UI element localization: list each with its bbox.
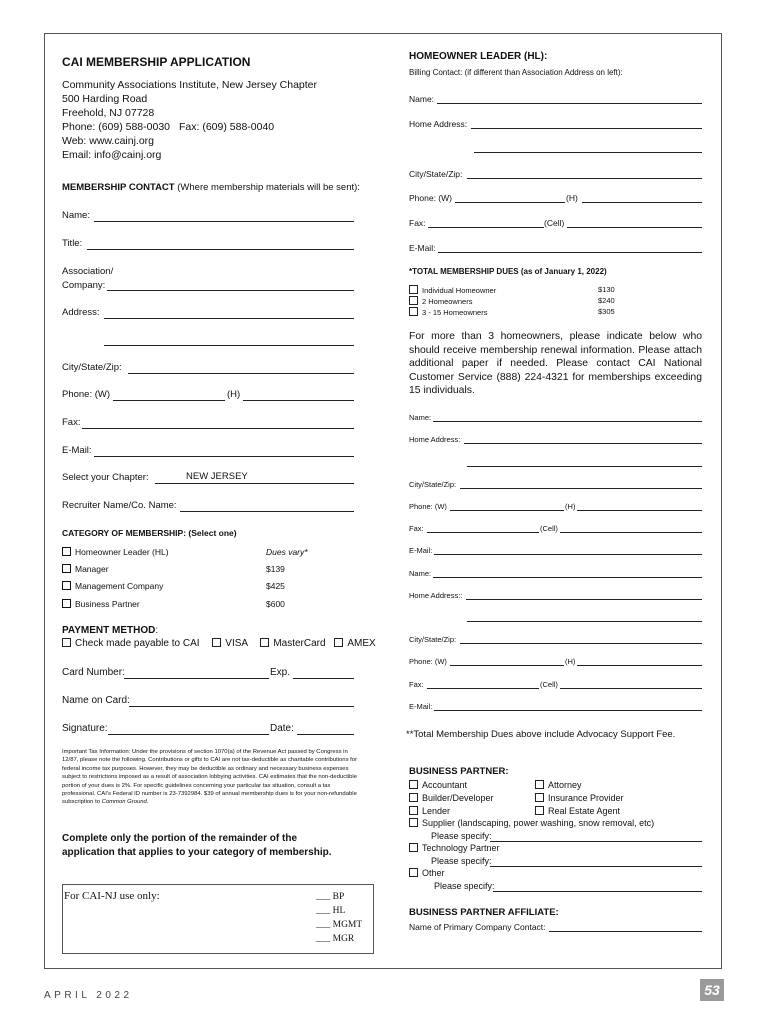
- list2-cell-label: (Cell): [540, 680, 558, 689]
- contact-title-label: Title:: [62, 238, 83, 249]
- org-email: Email: info@cainj.org: [62, 149, 162, 161]
- dues-option-individual[interactable]: Individual Homeowner: [409, 285, 496, 295]
- dues-heading: *TOTAL MEMBERSHIP DUES (as of January 1, 2022): [409, 267, 607, 276]
- more-than-3-note: For more than 3 homeowners, please indicate below who should receive membership renewal information. Please attach additional paper if needed. Please contact CAI National Customer Service (888) 224-4321 for memberships exceeding 15 individuals.: [409, 331, 702, 396]
- tax-information: Important Tax Information: Under the provisions of section 1070(a) of the Revenue Act passed by Congress in 12/87, please note the following. Contributions or gifts to CAI are not tax-deductible as charitable contributions for federal income tax purposes. However, they may be deductible as ordinary and necessary business expenses subject to restrictions imposed as a result of association lobbying activities. CAI estimates that the non-deductible portion of your dues is 2%. For specific guidelines concerning your particular tax situation, consult a tax professional. CAI's Federal ID number is 23-7392984. $39 of annual membership dues is for your non-refundable subscription to Common Ground.: [62, 749, 358, 806]
- list-home-address-label: Home Address:: [409, 435, 461, 444]
- bpa-contact-field[interactable]: [549, 931, 702, 932]
- contact-heading: MEMBERSHIP CONTACT: [62, 182, 175, 193]
- hl-cell-label: (Cell): [544, 218, 565, 228]
- category-price-mgmt-company: $425: [266, 581, 285, 591]
- bp-supplier[interactable]: Supplier (landscaping, power washing, snow removal, etc): [409, 818, 654, 828]
- checkbox[interactable]: [212, 638, 221, 647]
- checkbox[interactable]: [535, 806, 544, 815]
- list2-cell-field[interactable]: [560, 688, 702, 689]
- hl-phone-w-label: Phone: (W): [409, 193, 452, 203]
- org-fax: Fax: (609) 588-0040: [179, 121, 275, 133]
- hl-city-field[interactable]: [467, 178, 702, 179]
- contact-name-label: Name:: [62, 210, 90, 221]
- bp-other[interactable]: Other: [409, 868, 445, 878]
- bp-supplier-specify-label: Please specify:: [431, 831, 492, 841]
- contact-company-field[interactable]: [107, 290, 354, 291]
- bp-accountant[interactable]: Accountant: [409, 780, 467, 790]
- dues-option-2-homeowners[interactable]: 2 Homeowners: [409, 296, 472, 306]
- org-name: Community Associations Institute, New Jersey Chapter: [62, 79, 318, 91]
- category-heading: CATEGORY OF MEMBERSHIP: (Select one): [62, 528, 237, 538]
- category-price-hl: Dues vary*: [266, 547, 308, 557]
- payment-mastercard-option[interactable]: MasterCard: [260, 638, 325, 649]
- cai-code-bp[interactable]: ___ BP: [316, 892, 345, 902]
- bp-attorney[interactable]: Attorney: [535, 780, 582, 790]
- page-title: CAI MEMBERSHIP APPLICATION: [62, 55, 251, 69]
- hl-name-label: Name:: [409, 94, 435, 104]
- page-number: 53: [700, 979, 724, 1001]
- exp-label: Exp.: [270, 667, 291, 678]
- hl-cell-field[interactable]: [567, 227, 702, 228]
- bp-other-specify-label: Please specify:: [434, 881, 495, 891]
- checkbox[interactable]: [409, 296, 418, 305]
- contact-phone-w-field[interactable]: [113, 400, 225, 401]
- contact-note: (Where membership materials will be sent):: [177, 182, 360, 193]
- list-phone-w-field[interactable]: [450, 510, 564, 511]
- complete-note: Complete only the portion of the remainder of the application that applies to your category of membership.: [62, 833, 332, 858]
- hl-billing-note: Billing Contact: (if different than Association Address on left):: [409, 68, 623, 77]
- org-street: 500 Harding Road: [62, 93, 148, 105]
- contact-phone-w-label: Phone: (W): [62, 389, 111, 400]
- list2-email-field[interactable]: [434, 710, 702, 711]
- hl-home-address-field-2[interactable]: [474, 152, 702, 153]
- bp-insurance[interactable]: Insurance Provider: [535, 793, 624, 803]
- exp-field[interactable]: [293, 678, 354, 679]
- contact-city-field[interactable]: [128, 373, 354, 374]
- signature-label: Signature:: [62, 723, 108, 734]
- category-option-hl[interactable]: Homeowner Leader (HL): [62, 547, 169, 557]
- list-fax-field[interactable]: [427, 532, 539, 533]
- bp-technology-specify-label: Please specify:: [431, 856, 492, 866]
- payment-heading-row: PAYMENT METHOD:: [62, 625, 159, 636]
- name-on-card-label: Name on Card:: [62, 695, 130, 706]
- list2-name-label: Name:: [409, 569, 432, 578]
- date-label: Date:: [270, 723, 294, 734]
- org-city: Freehold, NJ 07728: [62, 107, 155, 119]
- payment-check-option[interactable]: Check made payable to CAI: [62, 638, 200, 649]
- footer-date: APRIL 2022: [44, 990, 133, 1001]
- list-name-field[interactable]: [433, 421, 702, 422]
- contact-fax-field[interactable]: [82, 428, 354, 429]
- hl-city-label: City/State/Zip:: [409, 169, 463, 179]
- dues-price-individual: $130: [598, 285, 615, 294]
- category-option-manager[interactable]: Manager: [62, 564, 109, 574]
- payment-visa-option[interactable]: VISA: [212, 638, 247, 649]
- hl-phone-h-field[interactable]: [582, 202, 702, 203]
- hl-phone-w-field[interactable]: [455, 202, 565, 203]
- dues-price-3-15-homeowners: $305: [598, 307, 615, 316]
- checkbox[interactable]: [62, 547, 71, 556]
- checkbox[interactable]: [62, 581, 71, 590]
- category-price-business-partner: $600: [266, 599, 285, 609]
- bp-technology[interactable]: Technology Partner: [409, 843, 500, 853]
- checkbox[interactable]: [62, 599, 71, 608]
- signature-field[interactable]: [108, 734, 269, 735]
- bpa-contact-label: Name of Primary Company Contact:: [409, 922, 546, 932]
- list-phone-h-field[interactable]: [577, 510, 702, 511]
- list2-city-field[interactable]: [460, 643, 702, 644]
- list-home-address-field[interactable]: [464, 443, 702, 444]
- contact-fax-label: Fax:: [62, 417, 81, 428]
- hl-name-field[interactable]: [437, 103, 702, 104]
- list-phone-w-label: Phone: (W): [409, 502, 447, 511]
- dues-option-3-15-homeowners[interactable]: 3 - 15 Homeowners: [409, 307, 487, 317]
- category-price-manager: $139: [266, 564, 285, 574]
- org-web: Web: www.cainj.org: [62, 135, 155, 147]
- list2-name-field[interactable]: [433, 577, 702, 578]
- contact-email-label: E-Mail:: [62, 445, 92, 456]
- payment-amex-option[interactable]: AMEX: [334, 638, 375, 649]
- contact-name-field[interactable]: [94, 221, 354, 222]
- contact-city-label: City/State/Zip:: [62, 362, 122, 373]
- list-cell-field[interactable]: [560, 532, 702, 533]
- advocacy-note: **Total Membership Dues above include Advocacy Support Fee.: [406, 729, 676, 740]
- checkbox[interactable]: [62, 638, 71, 647]
- bp-lender[interactable]: Lender: [409, 806, 450, 816]
- list2-home-address-field-2[interactable]: [467, 621, 702, 622]
- chapter-field[interactable]: [155, 483, 354, 484]
- list2-home-address-label: Home Address::: [409, 591, 463, 600]
- card-number-label: Card Number:: [62, 667, 125, 678]
- hl-email-field[interactable]: [438, 252, 702, 253]
- bp-real-estate[interactable]: Real Estate Agent: [535, 806, 620, 816]
- checkbox[interactable]: [409, 806, 418, 815]
- hl-home-address-field[interactable]: [471, 128, 702, 129]
- list-email-label: E-Mail:: [409, 546, 433, 555]
- cai-code-mgmt[interactable]: ___ MGMT: [316, 920, 363, 930]
- bp-heading: BUSINESS PARTNER:: [409, 766, 509, 777]
- payment-options: [62, 638, 376, 649]
- contact-assoc-label-2: Company:: [62, 280, 106, 291]
- checkbox[interactable]: [409, 307, 418, 316]
- recruiter-field[interactable]: [180, 511, 354, 512]
- checkbox[interactable]: [409, 780, 418, 789]
- hl-home-address-label: Home Address:: [409, 119, 468, 129]
- bp-supplier-specify-field[interactable]: [490, 841, 702, 842]
- checkbox[interactable]: [260, 638, 269, 647]
- category-option-mgmt-company[interactable]: Management Company: [62, 581, 163, 591]
- cai-code-hl[interactable]: ___ HL: [316, 906, 346, 916]
- list-name-label: Name:: [409, 413, 432, 422]
- bp-other-specify-field[interactable]: [493, 891, 702, 892]
- list2-phone-h-field[interactable]: [577, 665, 702, 666]
- category-option-business-partner[interactable]: Business Partner: [62, 599, 140, 609]
- list2-home-address-field[interactable]: [466, 599, 702, 600]
- list2-fax-field[interactable]: [427, 688, 539, 689]
- cai-use-label: For CAI-NJ use only:: [64, 890, 160, 902]
- checkbox[interactable]: [409, 843, 418, 852]
- contact-title-field[interactable]: [87, 249, 354, 250]
- list-cell-label: (Cell): [540, 524, 558, 533]
- checkbox[interactable]: [409, 793, 418, 802]
- contact-heading-row: [62, 182, 360, 193]
- checkbox[interactable]: [535, 780, 544, 789]
- name-on-card-field[interactable]: [129, 706, 354, 707]
- contact-email-field[interactable]: [94, 456, 354, 457]
- list2-phone-w-field[interactable]: [450, 665, 564, 666]
- list2-phone-h-label: (H): [565, 657, 576, 666]
- chapter-label: Select your Chapter:: [62, 472, 149, 483]
- hl-heading: HOMEOWNER LEADER (HL):: [409, 51, 548, 62]
- checkbox[interactable]: [409, 818, 418, 827]
- hl-fax-field[interactable]: [428, 227, 544, 228]
- hl-fax-label: Fax:: [409, 218, 426, 228]
- contact-phone-h-field[interactable]: [243, 400, 354, 401]
- recruiter-label: Recruiter Name/Co. Name:: [62, 500, 177, 511]
- list-fax-label: Fax:: [409, 524, 424, 533]
- list-email-field[interactable]: [434, 554, 702, 555]
- card-number-field[interactable]: [124, 678, 269, 679]
- bp-builder[interactable]: Builder/Developer: [409, 793, 494, 803]
- contact-address-field[interactable]: [104, 318, 354, 319]
- bpa-heading: BUSINESS PARTNER AFFILIATE:: [409, 907, 559, 918]
- dues-price-2-homeowners: $240: [598, 296, 615, 305]
- checkbox[interactable]: [535, 793, 544, 802]
- list-home-address-field-2[interactable]: [467, 466, 702, 467]
- bp-technology-specify-field[interactable]: [490, 866, 702, 867]
- list2-email-label: E-Mail:: [409, 702, 433, 711]
- hl-email-label: E-Mail:: [409, 243, 436, 253]
- contact-address-field-2[interactable]: [104, 345, 354, 346]
- list2-phone-w-label: Phone: (W): [409, 657, 447, 666]
- list-city-label: City/State/Zip:: [409, 480, 457, 489]
- contact-assoc-label-1: Association/: [62, 266, 114, 277]
- org-phone: Phone: (609) 588-0030: [62, 121, 170, 133]
- tax-magazine-name: Common Ground.: [101, 799, 149, 806]
- contact-address-label: Address:: [62, 307, 100, 318]
- checkbox[interactable]: [409, 868, 418, 877]
- list-city-field[interactable]: [460, 488, 702, 489]
- chapter-value: NEW JERSEY: [186, 471, 248, 482]
- checkbox[interactable]: [62, 564, 71, 573]
- list-phone-h-label: (H): [565, 502, 576, 511]
- list2-city-label: City/State/Zip:: [409, 635, 457, 644]
- contact-phone-h-label: (H): [227, 389, 241, 400]
- list2-fax-label: Fax:: [409, 680, 424, 689]
- checkbox[interactable]: [409, 285, 418, 294]
- payment-heading: PAYMENT METHOD: [62, 625, 156, 636]
- date-field[interactable]: [297, 734, 354, 735]
- checkbox[interactable]: [334, 638, 343, 647]
- hl-phone-h-label: (H): [566, 193, 578, 203]
- cai-code-mgr[interactable]: ___ MGR: [316, 934, 355, 944]
